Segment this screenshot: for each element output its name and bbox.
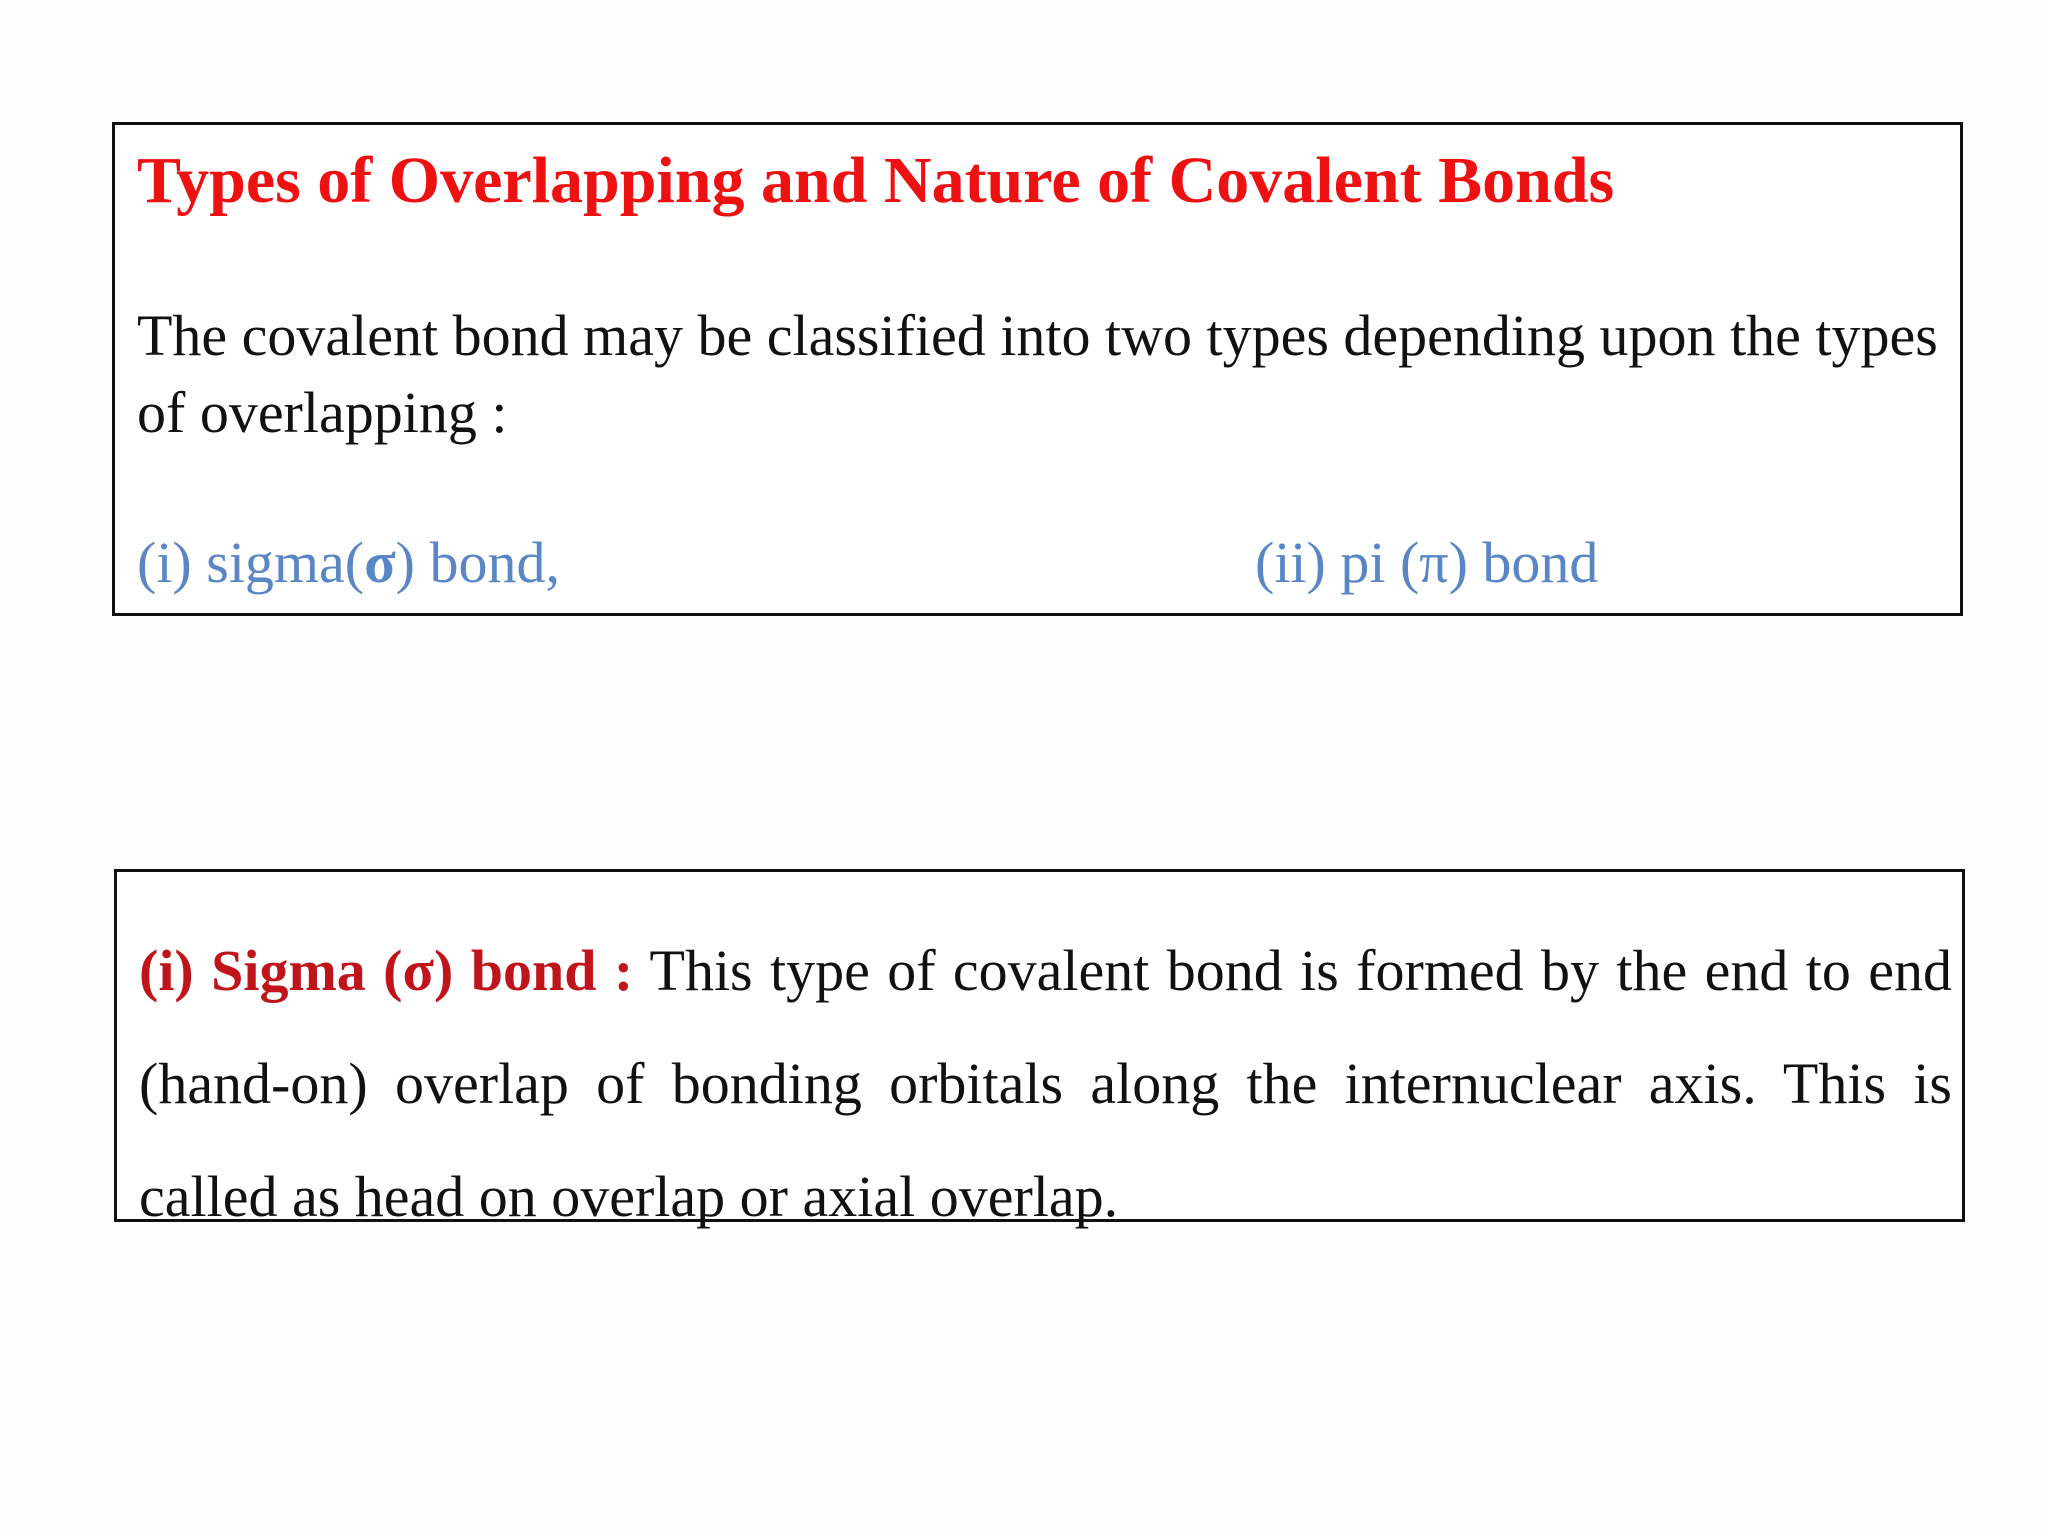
bond-type-sigma-suffix: ) bond,: [395, 530, 560, 595]
sigma-definition-heading: (i) Sigma (σ) bond :: [139, 938, 634, 1003]
sigma-definition-box: [114, 869, 1965, 1229]
bond-type-pi: (ii) pi (π) bond: [1255, 530, 1599, 595]
slide-title: Types of Overlapping and Nature of Covalent Bonds: [137, 144, 1615, 217]
overview-box: [112, 122, 1963, 616]
bond-type-sigma-prefix: (i) sigma(: [137, 530, 365, 595]
intro-paragraph: The covalent bond may be classified into two types depending upon the types of overlapping :: [137, 303, 1938, 445]
sigma-definition: [139, 914, 1952, 1253]
sigma-symbol: σ: [364, 530, 396, 595]
sigma-definition-text: This type of covalent bond is formed by the end to end (hand-on) overlap of bonding orbitals along the internuclear axis. This is called as head on overlap or axial overlap.: [139, 938, 1952, 1229]
bond-type-sigma: [137, 528, 560, 598]
